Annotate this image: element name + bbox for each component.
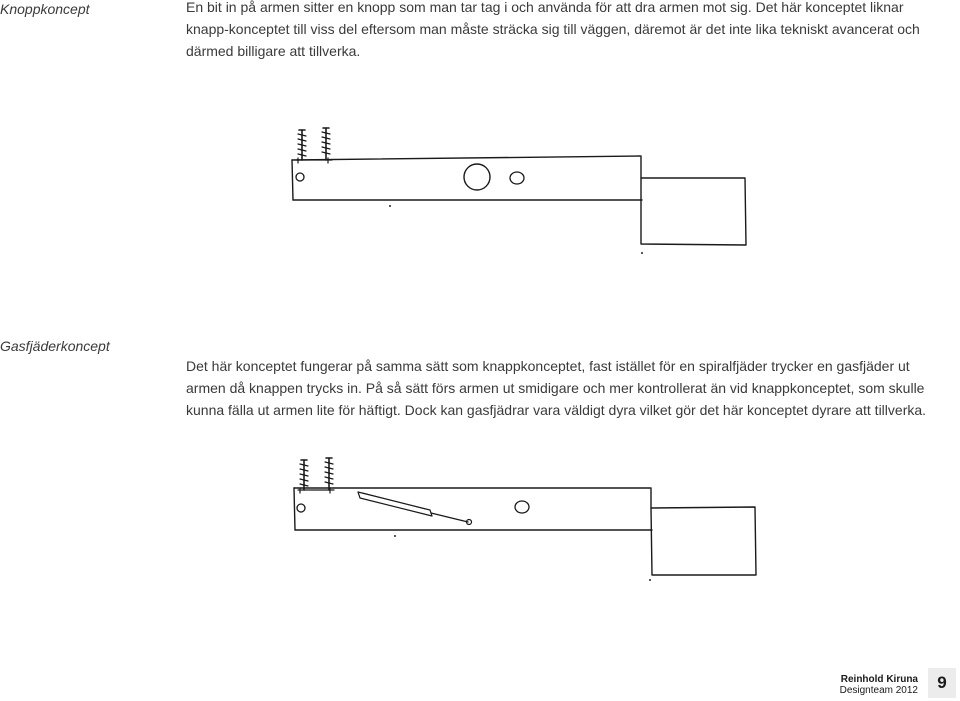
footer-team: Designteam 2012 (839, 685, 918, 696)
section-text-gasfjaderkoncept: Det här konceptet fungerar på samma sätt som knappkonceptet, fast istället för en spiralfjäder trycker en gasfjäder ut armen då knappen trycks in. På så sätt förs armen ut smidigare och mer kontrollerat än vid knappkonceptet, som skulle kunna fälla ut armen lite för häftigt. Dock kan gasfjädrar vara väldigt dyra vilket gör det här konceptet dyrare att tillverka. (186, 358, 927, 418)
knob-concept-sketch (270, 120, 770, 270)
page-footer (840, 674, 918, 696)
section-heading-knoppkoncept: Knoppkoncept (0, 1, 90, 17)
screw-icon (325, 458, 333, 490)
section-heading-gasfjaderkoncept: Gasfjäderkoncept (0, 338, 110, 354)
footer-author: Reinhold Kiruna (840, 674, 918, 685)
screw-icon (322, 128, 330, 160)
gas-spring-icon (358, 492, 472, 525)
page-number: 9 (928, 668, 956, 698)
screw-icon (298, 130, 306, 160)
gas-spring-concept-sketch (270, 450, 770, 600)
screw-icon (300, 460, 308, 490)
section-text-knoppkoncept: En bit in på armen sitter en knopp som man tar tag i och använda för att dra armen mot sig. Det här konceptet liknar knapp-konceptet till viss del eftersom man måste sträcka sig till väggen, däremot är det inte lika tekniskt avancerat och därmed billigare att tillverka. (186, 0, 920, 59)
